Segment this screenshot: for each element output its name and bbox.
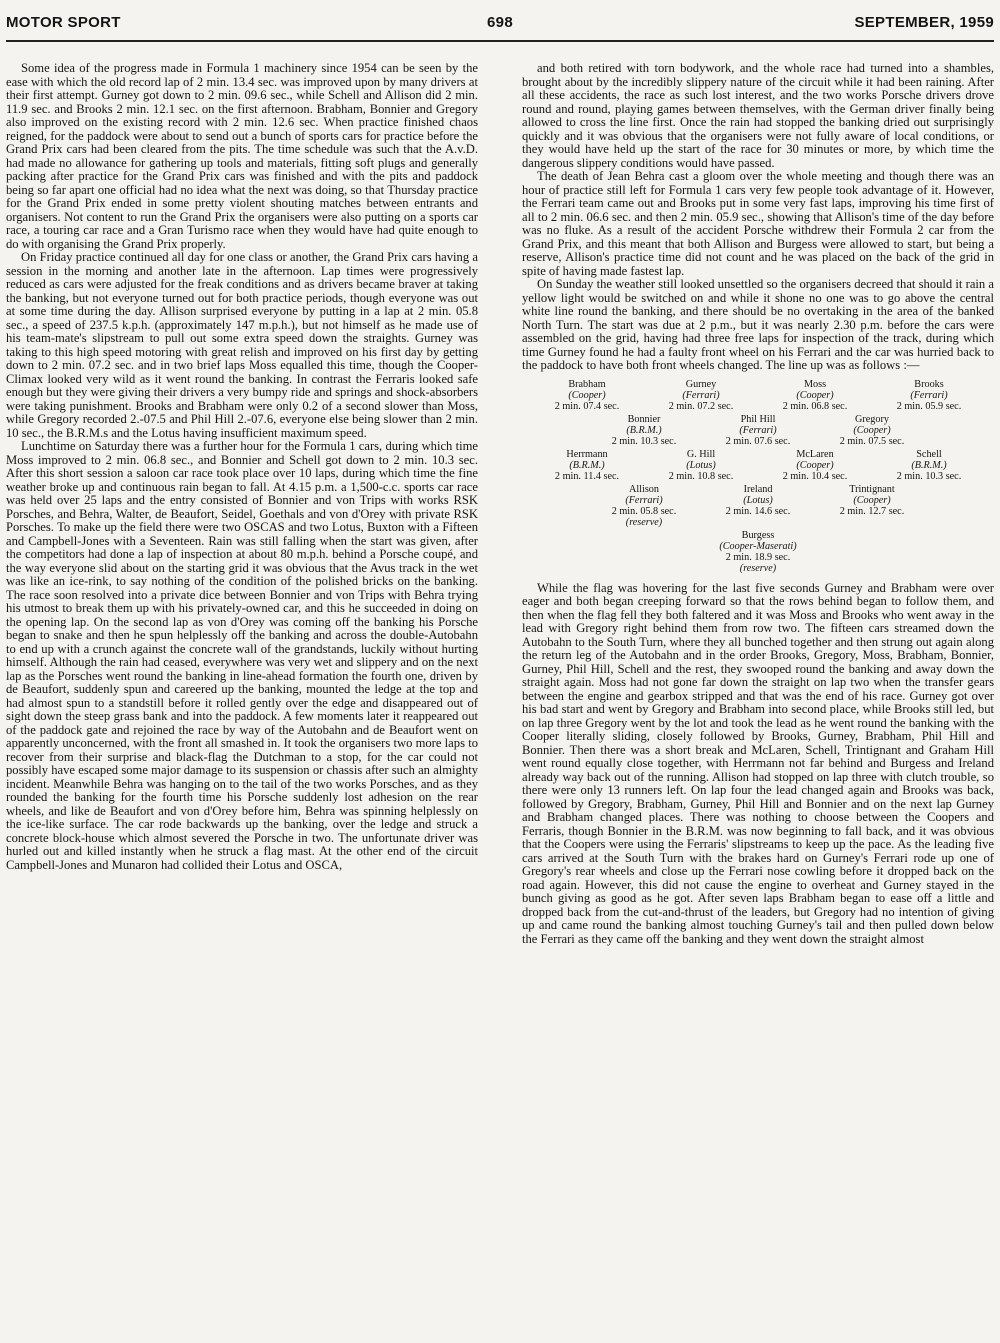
grid-row <box>522 449 994 482</box>
reserve-note: (reserve) <box>625 516 663 528</box>
team-name: (B.R.M.) <box>569 459 605 471</box>
team-name: (Cooper) <box>853 494 891 506</box>
team-name: (Ferrari) <box>625 494 663 506</box>
grid-entry <box>767 379 863 412</box>
grid-entry <box>824 414 920 447</box>
driver-name: Phil Hill <box>740 413 776 425</box>
lap-time: 2 min. 11.4 sec. <box>554 470 620 482</box>
grid-row <box>522 484 994 528</box>
lap-time: 2 min. 06.8 sec. <box>782 400 848 412</box>
lap-time: 2 min. 10.8 sec. <box>668 470 734 482</box>
grid-entry <box>710 484 806 528</box>
article-paragraph: The death of Jean Behra cast a gloom over the whole meeting and though there was an hour of practice still left for Formula 1 cars very few people took advantage of it. However, the Ferrari team came out and Brooks put in some very fast laps, improving his time first of all to 2 min. 06.6 sec. and then 2 min. 05.9 sec., showing that Allison's time of the day before was no fluke. As a result of the accident Porsche withdrew their Formula 2 car from the Grand Prix, and this meant that both Allison and Burgess were allowed to start, but being a reserve, Allison's practice time did not count and he was placed on the back of the grid in spite of having made fastest lap. <box>522 169 994 278</box>
driver-name: Trintignant <box>849 483 895 495</box>
lap-time: 2 min. 18.9 sec. <box>725 551 791 563</box>
driver-name: Allison <box>628 483 659 495</box>
team-name: (Ferrari) <box>910 389 948 401</box>
article-paragraph: and both retired with torn bodywork, and the whole race had turned into a shambles, brought about by the incredibly slippery nature of the circuit while it had been raining. After all these accidents, the race as such lost interest, and the two works Porsche drivers drove round and round, playing games between themselves, with the German driver finally being allowed to cross the line first. Once the rain had stopped the banking dried out surprisingly quickly and it was obvious that the organisers were not fully aware of local conditions, or they would have held up the start of the race for 30 minutes or more, by which time the dangerous slippery conditions would have passed. <box>522 62 994 170</box>
team-name: (Cooper) <box>796 389 834 401</box>
grid-row <box>522 530 994 574</box>
grid-entry <box>881 379 977 412</box>
team-name: (Cooper) <box>853 424 891 436</box>
issue-date: SEPTEMBER, 1959 <box>854 14 994 31</box>
lap-time: 2 min. 05.9 sec. <box>896 400 962 412</box>
article-paragraph: On Sunday the weather still looked unsettled so the organisers decreed that should it rain a yellow light would be switched on and while it shone no one was to go above the central white line round the banking, and there should be no overtaking in the area of the banked North Turn. The start was due at 2 p.m., but it was nearly 2.30 p.m. before the cars were assembled on the grid, having had three free laps for inspection of the track, during which time Gurney found he had a faulty front wheel on his Ferrari and the car was hurried back to the paddock to have both front wheels changed. The line up was as follows :— <box>522 277 994 372</box>
lap-time: 2 min. 07.2 sec. <box>668 400 734 412</box>
article-paragraph: Some idea of the progress made in Formula 1 machinery since 1954 can be seen by the ease with which the old record lap of 2 min. 13.4 sec. was improved upon by many drivers at their first attempt. Gurney got down to 2 min. 09.6 sec., while Schell and Allison did 2 min. 11.9 sec. and Brooks 2 min. 12.1 sec. on the first afternoon. Brabham, Bonnier and Gregory also improved on the existing record with 2 min. 12.6 sec. When practice finished chaos reigned, for the paddock were about to send out a bunch of sports cars for practice before the Grand Prix cars had been cleared from the pits. The time schedule was such that the A.v.D. had made no allowance for gathering up tools and materials, fitting soft plugs and generally packing after practice for the Grand Prix cars was finished and with the pits and paddock being so far apart one official had no idea what the next was doing, so that Thursday practice for the Grand Prix ended in some pretty violent shouting matches between entrants and organisers. Not content to run the Grand Prix the organisers were also putting on a sports car race, a touring car race and a Gran Turismo race when they would have had quite enough to do with organising the Grand Prix properly. <box>6 62 478 251</box>
team-name: (Cooper-Maserati) <box>719 540 797 552</box>
team-name: (B.R.M.) <box>911 459 947 471</box>
grid-entry <box>596 484 692 528</box>
lap-time: 2 min. 07.4 sec. <box>554 400 620 412</box>
team-name: (Ferrari) <box>739 424 777 436</box>
page-header <box>6 14 994 36</box>
driver-name: Herrmann <box>566 448 608 460</box>
grid-entry <box>539 379 635 412</box>
starting-grid <box>522 379 994 574</box>
lap-time: 2 min. 10.4 sec. <box>782 470 848 482</box>
driver-name: Ireland <box>743 483 773 495</box>
grid-entry <box>710 414 806 447</box>
magazine-title: MOTOR SPORT <box>6 14 121 31</box>
lap-time: 2 min. 07.5 sec. <box>839 435 905 447</box>
right-column <box>522 62 994 1343</box>
reserve-note: (reserve) <box>739 562 777 574</box>
header-rule <box>6 40 994 42</box>
driver-name: Bonnier <box>627 413 661 425</box>
driver-name: Schell <box>916 448 942 460</box>
grid-entry <box>653 449 749 482</box>
grid-row <box>522 414 994 447</box>
grid-row <box>522 379 994 412</box>
left-column <box>6 62 478 1343</box>
driver-name: Gregory <box>855 413 889 425</box>
team-name: (Cooper) <box>568 389 606 401</box>
team-name: (Cooper) <box>796 459 834 471</box>
grid-entry <box>653 379 749 412</box>
driver-name: Burgess <box>741 529 775 541</box>
team-name: (Lotus) <box>743 494 773 506</box>
driver-name: McLaren <box>796 448 834 460</box>
lap-time: 2 min. 10.3 sec. <box>611 435 677 447</box>
grid-entry <box>767 449 863 482</box>
grid-entry <box>539 449 635 482</box>
article-paragraph: While the flag was hovering for the last five seconds Gurney and Brabham were over eager and both began creeping forward so that the rows behind began to follow them, and then when the flag fell they both faltered and it was Moss and Brooks who went away in the lead with Gregory right behind them from row two. The fifteen cars streamed down the Autobahn to the South Turn, where they all bunched together and then strung out again along the return leg of the Autobahn and in the order Brooks, Gregory, Moss, Brabham, Bonnier, Gurney, Phil Hill, Schell and the rest, they swooped round the banking and away down the straight again. Moss had not gone far down the straight on lap two when the transfer gears between the engine and gearbox stripped and that was the end of his race. Gurney got over his bad start and went by Gregory and Brabham into second place, while Brooks still led, but on lap three Gregory went by the lot and took the lead as he went round the banking with the Cooper literally sliding, closely followed by Brooks, Gurney, Brabham, Phil Hill and Bonnier. Then there was a short break and McLaren, Schell, Trintignant and Graham Hill went round equally close together, with Herrmann not far behind and Burgess and Ireland already way back out of the running. Allison had stopped on lap three with clutch trouble, so there were only 13 runners left. On lap four the lead changed again and Brooks was back, followed by Gregory, Brabham, Gurney, Phil Hill and Bonnier and on the next lap Gurney and Brabham changed places. There was nothing to choose between the Coopers and Ferraris, though Bonnier in the B.R.M. was now beginning to fall back, and it was obvious that the Coopers were using the Ferraris' slipstreams to keep up the pace. As the leading five cars arrived at the South Turn with the brakes hard on Gurney's Ferrari rode up one of Gregory's rear wheels and close up the Ferrari nose cowling before it dropped back on the road again. However, this did not cause the engine to overheat and Gurney stayed in the bunch giving as good as he got. After seven laps Brabham began to ease off a little and dropped back from the cut-and-thrust of the leaders, but Gregory had no intention of giving up and came round the banking almost touching Gurney's tail and then pulled down below the Ferrari as they came off the banking and they went down the straight almost <box>522 580 994 946</box>
driver-name: Brooks <box>914 378 944 390</box>
grid-entry <box>710 530 806 574</box>
driver-name: G. Hill <box>686 448 716 460</box>
team-name: (B.R.M.) <box>626 424 662 436</box>
driver-name: Gurney <box>685 378 717 390</box>
lap-time: 2 min. 07.6 sec. <box>725 435 791 447</box>
lap-time: 2 min. 12.7 sec. <box>839 505 905 517</box>
grid-entry <box>824 484 920 528</box>
driver-name: Moss <box>803 378 827 390</box>
lap-time: 2 min. 14.6 sec. <box>725 505 791 517</box>
lap-time: 2 min. 10.3 sec. <box>896 470 962 482</box>
grid-entry <box>881 449 977 482</box>
team-name: (Lotus) <box>686 459 716 471</box>
page-number: 698 <box>487 14 513 31</box>
grid-entry <box>596 414 692 447</box>
lap-time: 2 min. 05.8 sec. <box>611 505 677 517</box>
article-paragraph: On Friday practice continued all day for one class or another, the Grand Prix cars having a session in the morning and another late in the afternoon. Lap times were progressively reduced as cars were adjusted for the freak conditions and as drivers became braver at taking the banking, but not everyone turned out for both practice periods, though everyone was out at some time during the day. Allison surprised everyone by putting in a lap at 2 min. 05.8 sec., a speed of 237.5 k.p.h. (approximately 147 m.p.h.), but not himself as he made use of his team-mate's slipstream to pull out some extra speed down the straights. Gurney was taking to this high speed motoring with great relish and improved on his first day by getting down to 2 min. 07.2 sec. and in two brief laps Moss equalled this time, though the Cooper-Climax looked very wild as it went round the banking. In contrast the Ferraris looked safe enough but they were giving their drivers a very bumpy ride and springs and shock-absorbers were taking punishment. Brooks and Brabham were only 0.2 of a second slower than Moss, while Gregory recorded 2.-07.5 and Phil Hill 2.-07.6, everyone else being slower than 2 min. 10 sec., the B.R.M.s and the Lotus having insufficient maximum speed. <box>6 250 478 440</box>
driver-name: Brabham <box>568 378 606 390</box>
article-paragraph: Lunchtime on Saturday there was a further hour for the Formula 1 cars, during which time Moss improved to 2 min. 06.8 sec., and Bonnier and Schell got down to 2 min. 10.3 sec. After this short session a saloon car race took place over 10 laps, during which time the fine weather broke up and continuous rain began to fall. At 4.15 p.m. a 1,500-c.c. sports car race was held over 25 laps and the entry consisted of Bonnier and von Trips with works RSK Porsches, and Behra, Walter, de Beaufort, Seidel, Goethals and von d'Orey with private RSK Porsches. To make up the field there were two OSCAS and two Lotus, Buxton with a Fifteen and Campbell-Jones with a Seventeen. Rain was still falling when the start was given, after the competitors had done a lap of inspection at about 80 m.p.h. behind a Porsche coupé, and the way everyone slid about on the starting grid it was obvious that the Avus track in the wet was like an ice-rink, to say nothing of the condition of the polished bricks on the banking. The race soon resolved into a private dice between Bonnier and von Trips with Behra trying his utmost to break them up with his privately-owned car, and this he succeeded in doing on the opening lap. On the second lap as von d'Orey was coming off the banking his Porsche began to snake and then he spun helplessly off the banking and across the double-Autobahn to end up with a crunch against the concrete wall of the grandstands, luckily without hurting himself. Although the rain had ceased, everywhere was very wet and slippery and on the next lap as the Porsches went round the banking in line-ahead formation the fourth one, driven by de Beaufort, suddenly spun and careered up the banking, mounted the ledge at the top and had almost spun to a standstill before it rolled gently over the edge and disappeared out of sight down the steep grass bank and into the paddock. A few moments later it reappeared out of the paddock gate and rejoined the race by way of the Autobahn and de Beaufort went on apparently unconcerned, with the front all smashed in. It took the organisers two more laps to recover from their surprise and black-flag the Dutchman to a stop, for the car could not possibly have escaped some major damage to its suspension or chassis after such an almighty incident. Meanwhile Behra was hanging on to the tail of the two works Porsches, and as they rounded the banking for the fourth time his Porsche suddenly lost adhesion on the rear wheels, and like de Beaufort and von d'Orey before him, Behra was spinning helplessly on the ice-like surface. The car rode backwards up the banking, over the ledge and struck a concrete block-house which almost severed the Porsche in two. The unfortunate driver was hurled out and killed instantly when he struck a flag mast. At the other end of the circuit Campbell-Jones and Munaron had collided their Lotus and OSCA, <box>6 439 478 872</box>
team-name: (Ferrari) <box>682 389 720 401</box>
